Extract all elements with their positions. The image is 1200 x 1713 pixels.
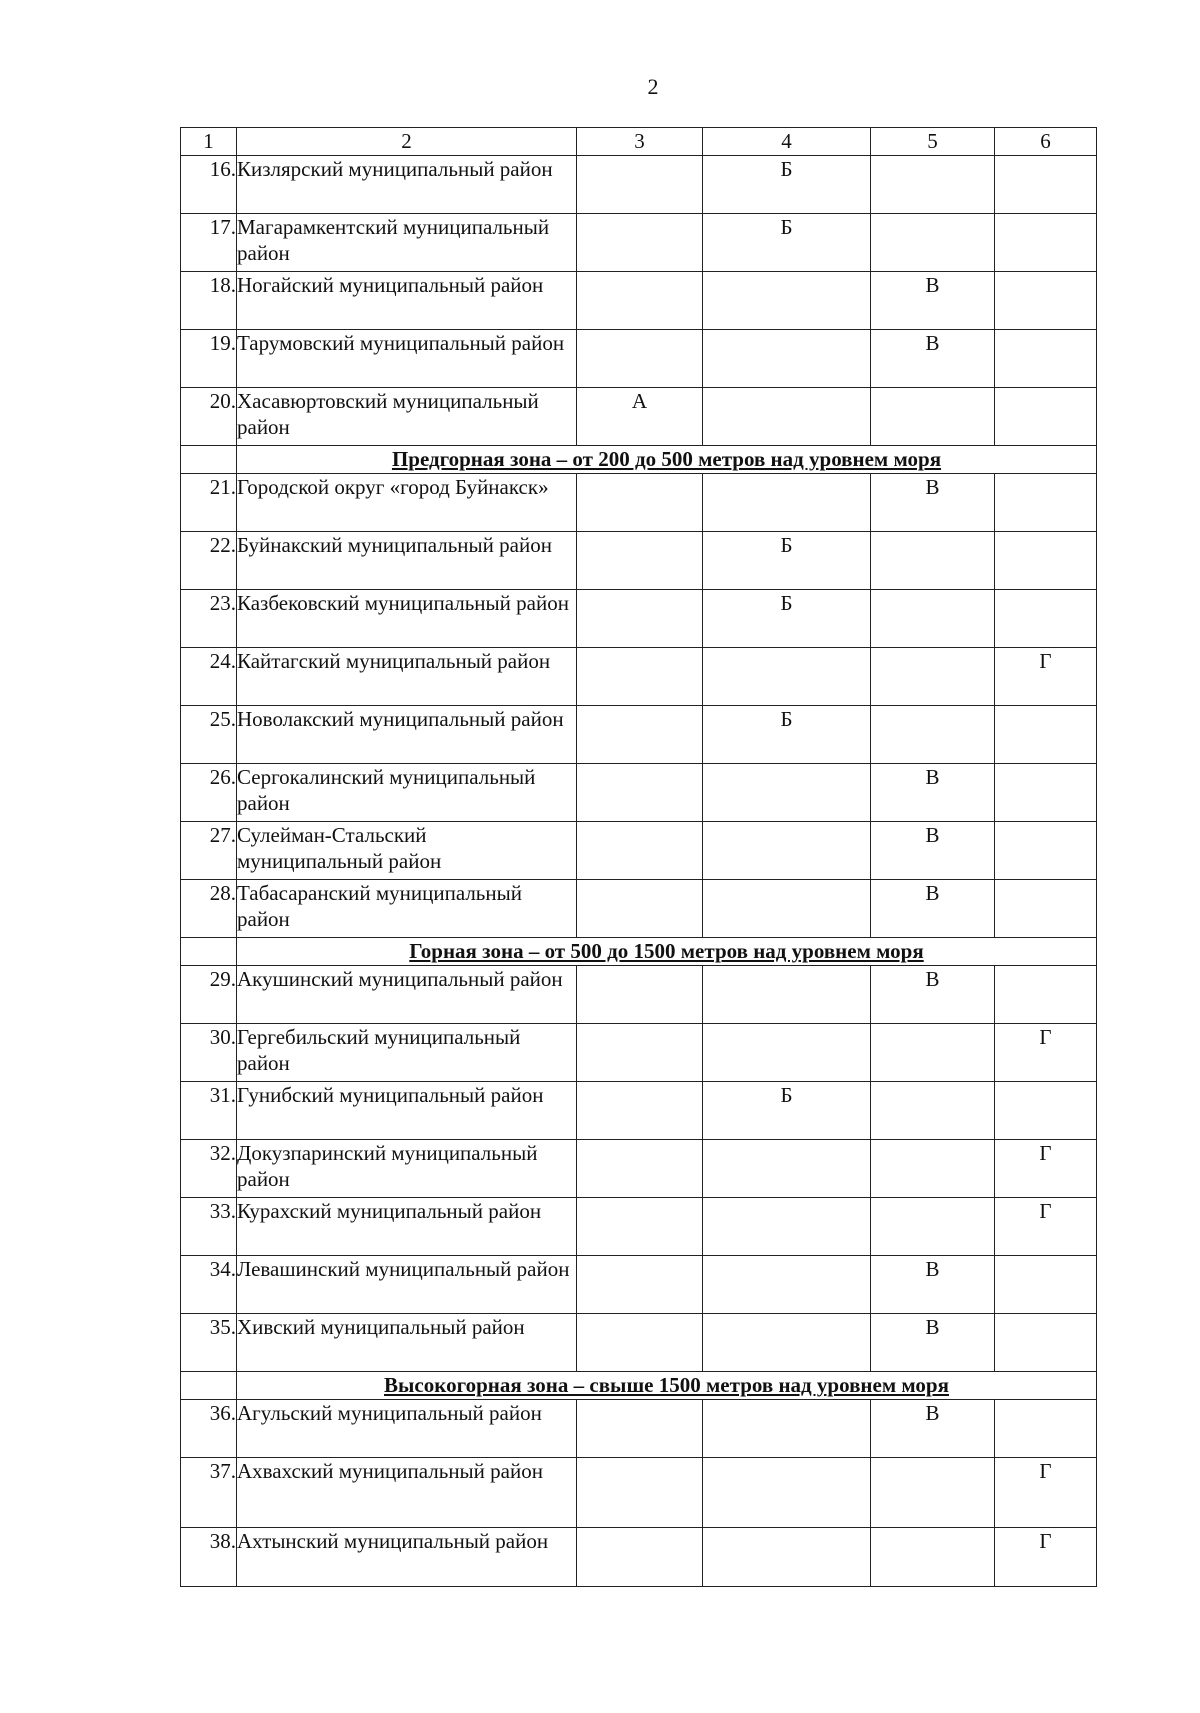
district-name: Сергокалинский муниципальный район bbox=[237, 764, 577, 822]
category-col-3 bbox=[577, 1024, 703, 1082]
category-col-5: В bbox=[871, 764, 995, 822]
category-col-4 bbox=[703, 966, 871, 1024]
category-col-5: В bbox=[871, 880, 995, 938]
district-name: Сулейман-Стальский муниципальный район bbox=[237, 822, 577, 880]
category-col-6: Г bbox=[995, 1198, 1097, 1256]
category-col-4: Б bbox=[703, 706, 871, 764]
table-row bbox=[181, 330, 1097, 388]
row-number: 29. bbox=[181, 966, 237, 1024]
table-row bbox=[181, 1314, 1097, 1372]
zone-header-row bbox=[181, 1372, 1097, 1400]
category-col-4 bbox=[703, 330, 871, 388]
category-col-4 bbox=[703, 1400, 871, 1458]
category-col-4 bbox=[703, 1140, 871, 1198]
table-row bbox=[181, 214, 1097, 272]
row-number: 19. bbox=[181, 330, 237, 388]
category-col-3 bbox=[577, 880, 703, 938]
column-header: 2 bbox=[237, 128, 577, 156]
category-col-3: А bbox=[577, 388, 703, 446]
row-number: 32. bbox=[181, 1140, 237, 1198]
column-header: 5 bbox=[871, 128, 995, 156]
category-col-4 bbox=[703, 1024, 871, 1082]
row-number: 26. bbox=[181, 764, 237, 822]
zone-title: Предгорная зона – от 200 до 500 метров над уровнем моря bbox=[237, 446, 1097, 474]
category-col-3 bbox=[577, 1140, 703, 1198]
category-col-5: В bbox=[871, 1256, 995, 1314]
category-col-4 bbox=[703, 1256, 871, 1314]
category-col-6 bbox=[995, 474, 1097, 532]
category-col-5 bbox=[871, 1458, 995, 1528]
category-col-5 bbox=[871, 156, 995, 214]
table-row bbox=[181, 1140, 1097, 1198]
category-col-4: Б bbox=[703, 1082, 871, 1140]
district-name: Буйнакский муниципальный район bbox=[237, 532, 577, 590]
category-col-5 bbox=[871, 1528, 995, 1587]
category-col-4 bbox=[703, 880, 871, 938]
category-col-4 bbox=[703, 822, 871, 880]
category-col-6 bbox=[995, 214, 1097, 272]
page-number: 2 bbox=[647, 74, 659, 99]
row-number: 25. bbox=[181, 706, 237, 764]
table-row bbox=[181, 1528, 1097, 1587]
category-col-4 bbox=[703, 1528, 871, 1587]
category-col-3 bbox=[577, 330, 703, 388]
category-col-6 bbox=[995, 1082, 1097, 1140]
category-col-6: Г bbox=[995, 648, 1097, 706]
district-name: Ахвахский муниципальный район bbox=[237, 1458, 577, 1528]
category-col-5: В bbox=[871, 1400, 995, 1458]
category-col-5: В bbox=[871, 1314, 995, 1372]
zone-header-row bbox=[181, 938, 1097, 966]
category-col-5: В bbox=[871, 474, 995, 532]
table-row bbox=[181, 966, 1097, 1024]
district-name: Агульский муниципальный район bbox=[237, 1400, 577, 1458]
category-col-6 bbox=[995, 880, 1097, 938]
category-col-5 bbox=[871, 214, 995, 272]
table-row bbox=[181, 1458, 1097, 1528]
district-name: Ахтынский муниципальный район bbox=[237, 1528, 577, 1587]
district-name: Казбековский муниципальный район bbox=[237, 590, 577, 648]
category-col-3 bbox=[577, 1458, 703, 1528]
district-name: Гунибский муниципальный район bbox=[237, 1082, 577, 1140]
table-row bbox=[181, 532, 1097, 590]
table-row bbox=[181, 388, 1097, 446]
district-name: Кизлярский муниципальный район bbox=[237, 156, 577, 214]
category-col-3 bbox=[577, 822, 703, 880]
row-number: 20. bbox=[181, 388, 237, 446]
category-col-6 bbox=[995, 1256, 1097, 1314]
row-number: 35. bbox=[181, 1314, 237, 1372]
category-col-4 bbox=[703, 648, 871, 706]
table-row bbox=[181, 1024, 1097, 1082]
category-col-3 bbox=[577, 156, 703, 214]
category-col-4 bbox=[703, 474, 871, 532]
category-col-3 bbox=[577, 590, 703, 648]
table-row bbox=[181, 1082, 1097, 1140]
category-col-4 bbox=[703, 1314, 871, 1372]
district-name: Новолакский муниципальный район bbox=[237, 706, 577, 764]
column-header: 6 bbox=[995, 128, 1097, 156]
zone-title: Горная зона – от 500 до 1500 метров над уровнем моря bbox=[237, 938, 1097, 966]
district-name: Хасавюртовский муниципальный район bbox=[237, 388, 577, 446]
table-row bbox=[181, 648, 1097, 706]
category-col-6 bbox=[995, 330, 1097, 388]
row-number: 36. bbox=[181, 1400, 237, 1458]
row-number: 18. bbox=[181, 272, 237, 330]
district-name: Табасаранский муниципальный район bbox=[237, 880, 577, 938]
zone-empty-cell bbox=[181, 446, 237, 474]
category-col-6 bbox=[995, 966, 1097, 1024]
category-col-6 bbox=[995, 1400, 1097, 1458]
category-col-5 bbox=[871, 532, 995, 590]
table-row bbox=[181, 764, 1097, 822]
category-col-6 bbox=[995, 532, 1097, 590]
row-number: 38. bbox=[181, 1528, 237, 1587]
category-col-3 bbox=[577, 648, 703, 706]
category-col-6: Г bbox=[995, 1528, 1097, 1587]
table-row bbox=[181, 474, 1097, 532]
row-number: 37. bbox=[181, 1458, 237, 1528]
district-name: Хивский муниципальный район bbox=[237, 1314, 577, 1372]
category-col-6: Г bbox=[995, 1024, 1097, 1082]
category-col-4: Б bbox=[703, 590, 871, 648]
row-number: 30. bbox=[181, 1024, 237, 1082]
category-col-6 bbox=[995, 156, 1097, 214]
row-number: 21. bbox=[181, 474, 237, 532]
table-row bbox=[181, 272, 1097, 330]
category-col-3 bbox=[577, 532, 703, 590]
category-col-3 bbox=[577, 1082, 703, 1140]
category-col-4 bbox=[703, 388, 871, 446]
row-number: 33. bbox=[181, 1198, 237, 1256]
row-number: 34. bbox=[181, 1256, 237, 1314]
zone-title: Высокогорная зона – свыше 1500 метров над уровнем моря bbox=[237, 1372, 1097, 1400]
category-col-6: Г bbox=[995, 1458, 1097, 1528]
district-name: Гергебильский муниципальный район bbox=[237, 1024, 577, 1082]
category-col-4 bbox=[703, 764, 871, 822]
category-col-5 bbox=[871, 1082, 995, 1140]
category-col-5: В bbox=[871, 966, 995, 1024]
table-row bbox=[181, 880, 1097, 938]
category-col-5: В bbox=[871, 330, 995, 388]
category-col-4: Б bbox=[703, 532, 871, 590]
category-col-6: Г bbox=[995, 1140, 1097, 1198]
category-col-6 bbox=[995, 706, 1097, 764]
category-col-5 bbox=[871, 648, 995, 706]
category-col-6 bbox=[995, 272, 1097, 330]
category-col-3 bbox=[577, 1314, 703, 1372]
district-name: Докузпаринский муниципальный район bbox=[237, 1140, 577, 1198]
row-number: 28. bbox=[181, 880, 237, 938]
category-col-3 bbox=[577, 966, 703, 1024]
table-body bbox=[181, 128, 1097, 1587]
header-row bbox=[181, 128, 1097, 156]
row-number: 22. bbox=[181, 532, 237, 590]
district-name: Левашинский муниципальный район bbox=[237, 1256, 577, 1314]
category-col-5 bbox=[871, 1198, 995, 1256]
category-col-5 bbox=[871, 1024, 995, 1082]
category-col-3 bbox=[577, 1256, 703, 1314]
category-col-3 bbox=[577, 1528, 703, 1587]
column-header: 1 bbox=[181, 128, 237, 156]
zone-empty-cell bbox=[181, 1372, 237, 1400]
row-number: 27. bbox=[181, 822, 237, 880]
column-header: 3 bbox=[577, 128, 703, 156]
category-col-6 bbox=[995, 822, 1097, 880]
zones-table bbox=[180, 127, 1097, 1587]
category-col-4: Б bbox=[703, 156, 871, 214]
category-col-3 bbox=[577, 474, 703, 532]
category-col-3 bbox=[577, 214, 703, 272]
category-col-5 bbox=[871, 1140, 995, 1198]
table-row bbox=[181, 706, 1097, 764]
table-row bbox=[181, 822, 1097, 880]
category-col-3 bbox=[577, 1400, 703, 1458]
category-col-5 bbox=[871, 590, 995, 648]
category-col-3 bbox=[577, 272, 703, 330]
table-row bbox=[181, 1400, 1097, 1458]
table-row bbox=[181, 1256, 1097, 1314]
category-col-6 bbox=[995, 590, 1097, 648]
category-col-3 bbox=[577, 764, 703, 822]
district-name: Курахский муниципальный район bbox=[237, 1198, 577, 1256]
category-col-4 bbox=[703, 1198, 871, 1256]
category-col-4 bbox=[703, 272, 871, 330]
category-col-5: В bbox=[871, 272, 995, 330]
category-col-4 bbox=[703, 1458, 871, 1528]
table-row bbox=[181, 156, 1097, 214]
zone-header-row bbox=[181, 446, 1097, 474]
district-name: Ногайский муниципальный район bbox=[237, 272, 577, 330]
category-col-5 bbox=[871, 706, 995, 764]
row-number: 23. bbox=[181, 590, 237, 648]
category-col-6 bbox=[995, 388, 1097, 446]
category-col-4: Б bbox=[703, 214, 871, 272]
row-number: 24. bbox=[181, 648, 237, 706]
table-row bbox=[181, 590, 1097, 648]
district-name: Магарамкентский муниципальный район bbox=[237, 214, 577, 272]
category-col-6 bbox=[995, 764, 1097, 822]
district-name: Акушинский муниципальный район bbox=[237, 966, 577, 1024]
row-number: 16. bbox=[181, 156, 237, 214]
district-name: Тарумовский муниципальный район bbox=[237, 330, 577, 388]
table-row bbox=[181, 1198, 1097, 1256]
column-header: 4 bbox=[703, 128, 871, 156]
category-col-6 bbox=[995, 1314, 1097, 1372]
row-number: 17. bbox=[181, 214, 237, 272]
category-col-5: В bbox=[871, 822, 995, 880]
row-number: 31. bbox=[181, 1082, 237, 1140]
zone-empty-cell bbox=[181, 938, 237, 966]
district-name: Кайтагский муниципальный район bbox=[237, 648, 577, 706]
category-col-5 bbox=[871, 388, 995, 446]
district-name: Городской округ «город Буйнакск» bbox=[237, 474, 577, 532]
category-col-3 bbox=[577, 706, 703, 764]
category-col-3 bbox=[577, 1198, 703, 1256]
